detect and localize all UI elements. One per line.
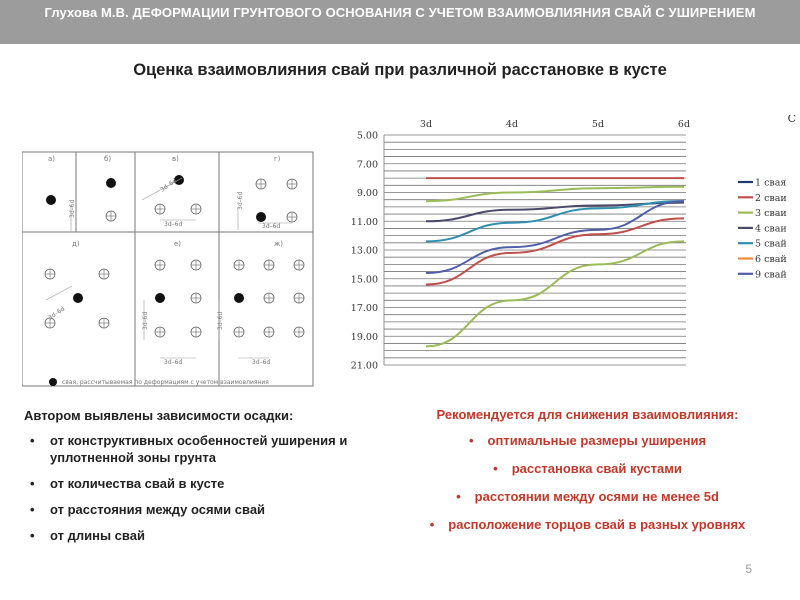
spacing-label: 3d–6d <box>142 311 149 330</box>
findings-item: • от конструктивных особенностей уширения и уплотненной зоны грунта <box>24 432 404 466</box>
findings-lead: Автором выявлены зависимости осадки: <box>24 408 294 423</box>
findings-item: • от количества свай в кусте <box>24 475 404 492</box>
recommendation-item <box>385 516 790 533</box>
bullet-icon: • <box>468 433 474 448</box>
dimension-line <box>46 286 72 300</box>
legend-entry: 3 сваи <box>755 208 787 220</box>
y-tick-label: 15.00 <box>350 274 378 286</box>
y-tick-label: 5.00 <box>356 130 378 142</box>
spacing-label: 3d–6d <box>47 305 67 322</box>
pile-icon <box>294 260 304 270</box>
findings-list <box>24 408 404 553</box>
panel-label-d: д) <box>72 240 80 248</box>
spacing-label: 3d–6d <box>237 191 244 210</box>
legend-entry: 2 сваи <box>755 192 787 204</box>
pile-icon <box>264 293 274 303</box>
panel-label-g: г) <box>274 155 281 163</box>
pile-icon <box>155 327 165 337</box>
bullet-icon: • <box>493 461 498 476</box>
pile-icon <box>191 204 201 214</box>
calculated-pile-icon <box>46 195 56 205</box>
pile-icon <box>99 269 109 279</box>
pile-icon <box>287 179 297 189</box>
pile-icon <box>155 204 165 214</box>
spacing-label: 3d–6d <box>262 223 281 230</box>
recommendation-text: расстановка свай кустами <box>511 461 682 476</box>
spacing-label: 3d–6d <box>164 359 183 366</box>
legend-entry: 6 свай <box>755 254 787 265</box>
pile-icon <box>234 260 244 270</box>
calculated-pile-icon <box>234 293 244 303</box>
panel-label-e: е) <box>174 240 182 248</box>
pile-icon <box>191 327 201 337</box>
legend-entry: 4 сваи <box>755 223 787 235</box>
pile-icon <box>287 212 297 222</box>
spacing-label: 3d–6d <box>164 221 183 228</box>
pile-icon <box>191 293 201 303</box>
panel-label-v: в) <box>172 155 179 163</box>
y-tick-label: 19.00 <box>350 331 378 343</box>
pile-icon <box>264 260 274 270</box>
recommendations-list <box>385 407 790 544</box>
recommendation-text: расположение торцов свай в разных уровнях <box>448 517 746 532</box>
calculated-pile-icon <box>155 293 165 303</box>
series-line-3 <box>426 187 684 201</box>
y-tick-label: 21.00 <box>350 360 378 370</box>
pile-icon <box>294 327 304 337</box>
recommendation-text: расстоянии между осями не менее 5d <box>474 489 719 504</box>
slide-subtitle: Оценка взаимовлияния свай при различной расстановке в кусте <box>133 61 667 79</box>
legend-entry: 9 свай <box>755 269 787 281</box>
calculated-pile-icon <box>256 212 266 222</box>
pile-icon <box>106 211 116 221</box>
pile-icon <box>99 318 109 328</box>
recommendation-text: оптимальные размеры уширения <box>487 433 707 448</box>
pile-icon <box>191 260 201 270</box>
bullet-icon: • <box>429 517 435 532</box>
findings-item: • от расстояния между осями свай <box>24 501 404 518</box>
diagram-legend: свая, рассчитываемая по деформациям с учетом взаимовлияния <box>62 379 269 386</box>
x-tick-label: 3d <box>419 119 433 130</box>
calculated-pile-icon <box>106 178 116 188</box>
pile-icon <box>234 327 244 337</box>
page-number: 5 <box>745 562 752 576</box>
pile-icon <box>45 269 55 279</box>
bullet-icon: • <box>456 489 461 504</box>
x-tick-label: 5d <box>591 119 605 130</box>
findings-item: • от длины свай <box>24 527 404 544</box>
spacing-label: 3d–6d <box>217 311 224 330</box>
calculated-pile-icon <box>73 293 83 303</box>
legend-entry: 1 свая <box>755 177 787 189</box>
pile-arrangement-diagram <box>22 150 314 394</box>
panel-label-a: a) <box>48 155 56 163</box>
recommendation-item <box>385 460 790 477</box>
y-tick-label: 9.00 <box>356 188 378 199</box>
legend-title: С <box>787 115 796 125</box>
recommendation-item <box>385 488 790 505</box>
x-tick-label: 4d <box>505 119 519 130</box>
spacing-label: 3d–6d <box>159 177 179 194</box>
recommendations-lead: Рекомендуется для снижения взаимовлияния: <box>436 407 739 422</box>
y-tick-label: 17.00 <box>350 303 378 314</box>
recommendation-item <box>385 432 790 449</box>
y-tick-label: 11.00 <box>350 216 378 228</box>
pile-icon <box>155 260 165 270</box>
x-tick-label: 6d <box>677 119 691 130</box>
pile-icon <box>256 179 266 189</box>
pile-icon <box>294 293 304 303</box>
series-line-7 <box>426 201 684 273</box>
pile-icon <box>264 327 274 337</box>
legend-pile-icon <box>49 378 57 386</box>
title-bar <box>0 0 800 44</box>
legend-entry: 5 свай <box>755 238 787 250</box>
spacing-label: 3d–6d <box>69 199 76 218</box>
slide-title: Глухова М.В. ДЕФОРМАЦИИ ГРУНТОВОГО ОСНОВАНИЯ С УЧЕТОМ ВЗАИМОВЛИЯНИЯ СВАЙ С УШИРЕНИЕМ <box>44 5 756 20</box>
panel-label-zh: ж) <box>274 240 284 248</box>
panel-label-b: б) <box>104 155 112 163</box>
spacing-label: 3d–6d <box>252 359 271 366</box>
settlement-chart <box>340 115 800 370</box>
y-tick-label: 13.00 <box>350 245 378 257</box>
y-tick-label: 7.00 <box>356 159 378 171</box>
